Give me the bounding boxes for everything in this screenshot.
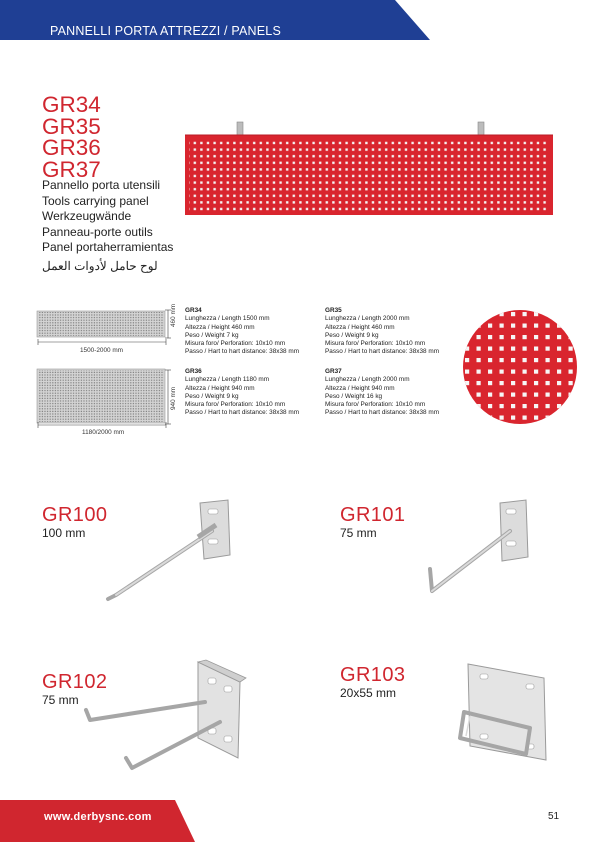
spec-block-gr35 [325,307,439,357]
description-en: Tools carrying panel [42,193,149,208]
panel-code: GR34 [42,92,101,117]
spec-line: Altezza / Height 940 mm [325,384,395,392]
description-ar: لوح حامل لأدوات العمل [42,258,158,273]
spec-line: Lunghezza / Length 1500 mm [185,315,270,323]
page-number: 51 [548,811,560,822]
spec-code: GR36 [185,368,202,375]
spec-code: GR34 [185,307,202,314]
panel-code: GR37 [42,156,101,182]
hook-size: 75 mm [340,526,377,540]
hook-gr102-image [80,658,250,773]
spec-line: Passo / Hart to hart distance: 38x38 mm [185,409,300,417]
hook-code: GR102 [42,671,108,693]
spec-line: Passo / Hart to hart distance: 38x38 mm [325,348,440,356]
description-fr: Panneau-porte outils [42,224,153,239]
website-link[interactable]: www.derbysnc.com [44,811,152,823]
panel-460-diagram [36,306,166,338]
spec-code: GR35 [325,307,342,314]
spec-block-gr36 [185,368,299,418]
spec-line: Altezza / Height 460 mm [185,323,255,331]
spec-line: Altezza / Height 460 mm [325,323,395,331]
hook-gr101-image [420,495,535,605]
spec-line: Peso / Weight 9 kg [185,392,239,400]
description-it: Pannello porta utensili [42,178,161,192]
spec-line: Lunghezza / Length 2000 mm [325,315,410,323]
panel-940-diagram [36,366,166,426]
panel-code: GR35 [42,113,101,139]
spec-block-gr34 [185,307,299,357]
spec-line: Passo / Hart to hart distance: 38x38 mm [325,409,440,417]
spec-line: Peso / Weight 16 kg [325,392,383,400]
perforation-detail-image [460,307,580,427]
hook-gr100-image [100,495,235,610]
panel-descriptions [42,178,173,275]
spec-line: Lunghezza / Length 2000 mm [325,376,410,384]
panel-codes [42,94,101,180]
hook-code: GR101 [340,504,406,526]
width-label-small: 1500-2000 mm [80,347,123,354]
red-panel-image [185,120,555,220]
spec-line: Misura foro/ Perforation: 10x10 mm [185,340,286,348]
spec-line: Misura foro/ Perforation: 10x10 mm [185,401,286,409]
hook-size: 20x55 mm [340,686,397,700]
description-de: Werkzeugwände [42,209,132,224]
spec-line: Passo / Hart to hart distance: 38x38 mm [185,348,300,356]
spec-line: Lunghezza / Length 1180 mm [185,376,270,384]
spec-line: Peso / Weight 7 kg [185,331,239,339]
panel-code: GR36 [42,135,101,160]
hook-gr103-image [440,658,555,773]
spec-line: Misura foro/ Perforation: 10x10 mm [325,401,426,409]
hook-code: GR103 [340,664,406,686]
width-label-large: 1180/2000 mm [82,429,125,436]
hook-code: GR100 [42,504,108,526]
spec-line: Peso / Weight 9 kg [325,331,379,339]
hook-size: 100 mm [42,526,86,540]
hook-size: 75 mm [42,693,79,707]
spec-line: Altezza / Height 940 mm [185,384,255,392]
spec-code: GR37 [325,368,342,375]
spec-block-gr37 [325,368,439,418]
height-label-940: 940 mm [170,386,177,410]
spec-line: Misura foro/ Perforation: 10x10 mm [325,340,426,348]
height-label-460: 460 mm [170,303,177,327]
page-header-title: PANNELLI PORTA ATTREZZI / PANELS [50,24,281,38]
description-es: Panel portaherramientas [42,240,174,255]
